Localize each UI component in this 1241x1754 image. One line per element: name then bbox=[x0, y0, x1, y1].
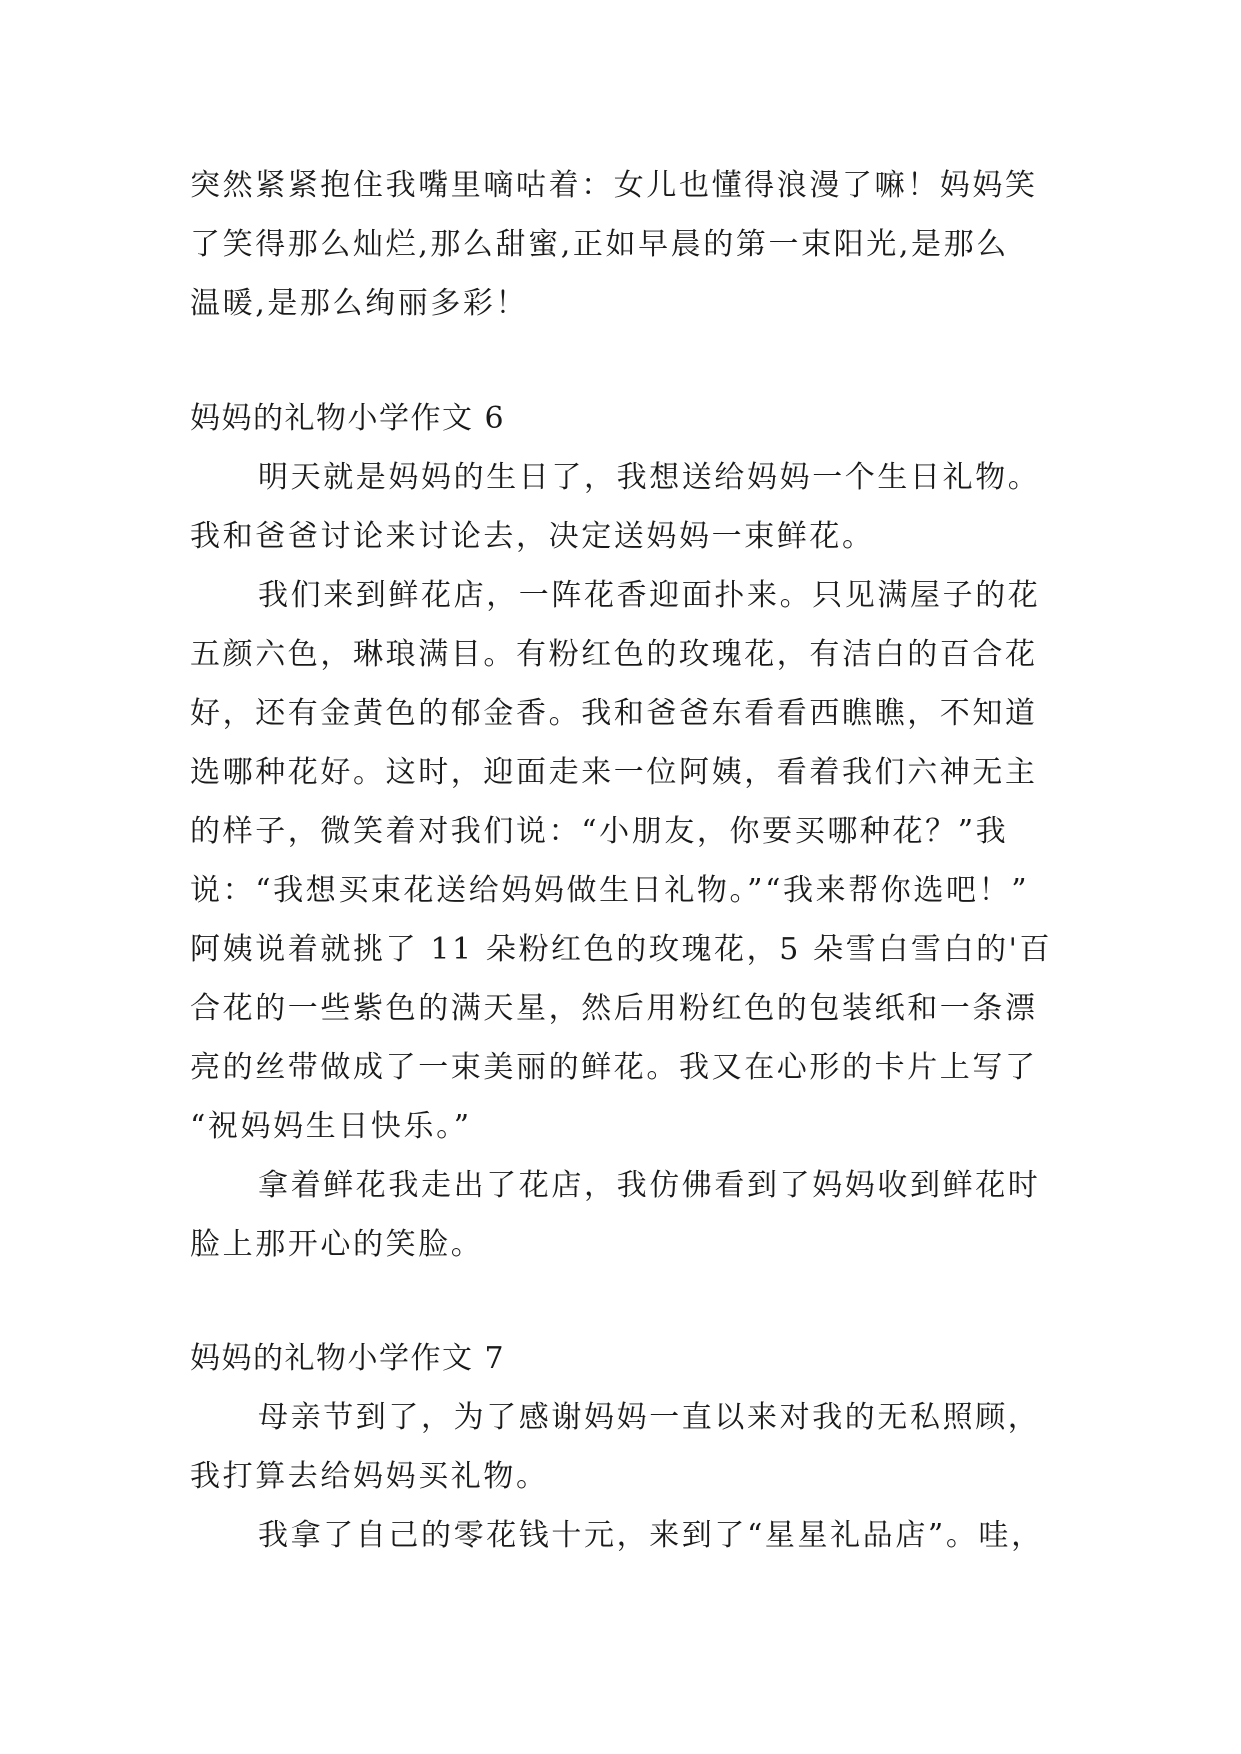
essay-6-title: 妈妈的礼物小学作文 6 bbox=[190, 401, 506, 436]
text-line: 我和爸爸讨论来讨论去，决定送妈妈一束鲜花。 bbox=[190, 519, 875, 554]
essay-7-title: 妈妈的礼物小学作文 7 bbox=[190, 1341, 506, 1376]
text-line: “祝妈妈生日快乐。” bbox=[190, 1109, 472, 1144]
text-line: 我拿了自己的零花钱十元，来到了“星星礼品店”。哇， bbox=[258, 1518, 1044, 1553]
text-line: 的样子，微笑着对我们说：“小朋友，你要买哪种花？”我 bbox=[190, 814, 1009, 849]
text-line: 选哪种花好。这时，迎面走来一位阿姨，看着我们六神无主 bbox=[190, 755, 1038, 790]
text-line: 好，还有金黄色的郁金香。我和爸爸东看看西瞧瞧，不知道 bbox=[190, 696, 1038, 731]
text-line: 亮的丝带做成了一束美丽的鲜花。我又在心形的卡片上写了 bbox=[190, 1050, 1038, 1085]
text-line: 合花的一些紫色的满天星，然后用粉红色的包装纸和一条漂 bbox=[190, 991, 1038, 1026]
text-line: 我打算去给妈妈买礼物。 bbox=[190, 1459, 549, 1494]
text-line: 拿着鲜花我走出了花店，我仿佛看到了妈妈收到鲜花时 bbox=[258, 1168, 1041, 1203]
text-line: 温暖,是那么绚丽多彩！ bbox=[190, 286, 529, 321]
text-line: 明天就是妈妈的生日了，我想送给妈妈一个生日礼物。 bbox=[258, 460, 1041, 495]
text-line: 阿姨说着就挑了 11 朵粉红色的玫瑰花，5 朵雪白雪白的'百 bbox=[190, 932, 1053, 967]
text-line: 突然紧紧抱住我嘴里嘀咕着：女儿也懂得浪漫了嘛！妈妈笑 bbox=[190, 168, 1038, 203]
text-line: 说：“我想买束花送给妈妈做生日礼物。”“我来帮你选吧！” bbox=[190, 873, 1030, 908]
text-line: 五颜六色，琳琅满目。有粉红色的玫瑰花，有洁白的百合花 bbox=[190, 637, 1038, 672]
text-line: 母亲节到了，为了感谢妈妈一直以来对我的无私照顾， bbox=[258, 1400, 1041, 1435]
text-line: 我们来到鲜花店，一阵花香迎面扑来。只见满屋子的花 bbox=[258, 578, 1041, 613]
text-line: 了笑得那么灿烂,那么甜蜜,正如早晨的第一束阳光,是那么 bbox=[190, 227, 1009, 262]
text-line: 脸上那开心的笑脸。 bbox=[190, 1227, 484, 1262]
